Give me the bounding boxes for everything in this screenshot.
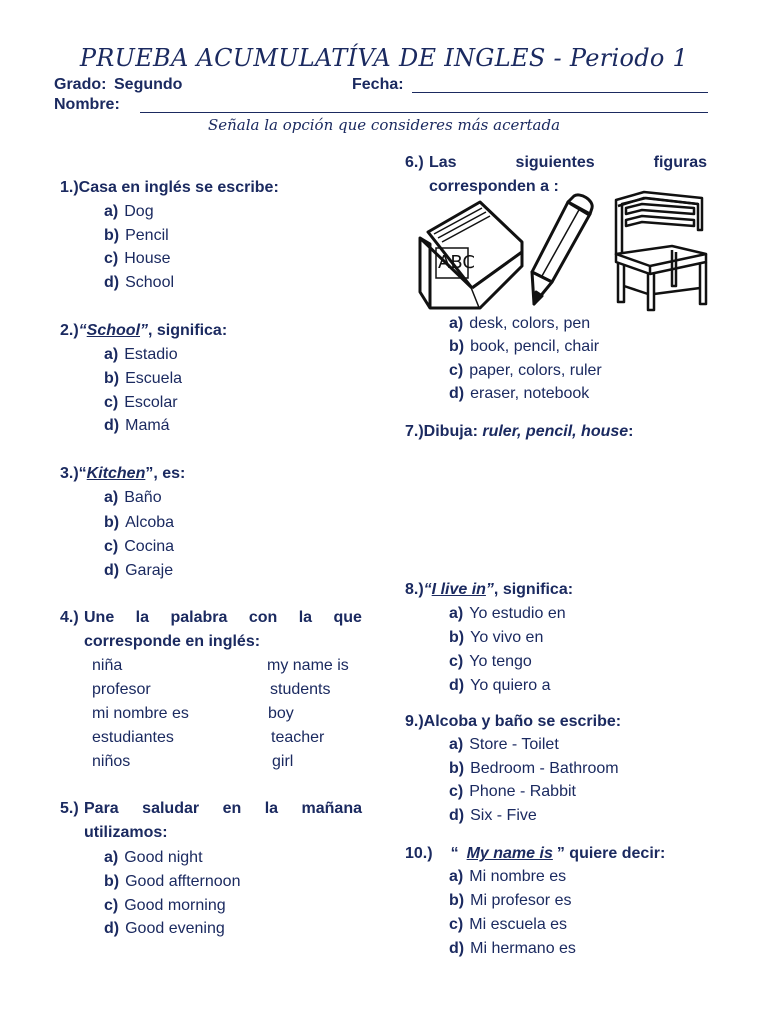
option-text: Escolar <box>124 394 178 411</box>
question-term: School <box>86 322 141 339</box>
option-text: Good night <box>124 849 203 866</box>
q1-option-d[interactable] <box>104 274 174 292</box>
option-letter: b) <box>449 760 465 777</box>
q3-option-b[interactable] <box>104 514 174 532</box>
question-6-number: 6.) <box>405 154 424 171</box>
question-text: , es: <box>153 465 186 482</box>
option-letter: a) <box>104 849 119 866</box>
option-text: Alcoba <box>125 514 175 531</box>
q6-option-c[interactable] <box>449 362 602 380</box>
q9-option-c[interactable] <box>449 783 576 801</box>
option-letter: d) <box>449 385 465 402</box>
question-4-number: 4.) <box>60 609 79 626</box>
option-letter: c) <box>449 362 464 379</box>
question-number: 3.) <box>60 465 79 482</box>
option-text: Garaje <box>125 562 174 579</box>
option-letter: c) <box>449 783 464 800</box>
option-letter: c) <box>104 538 119 555</box>
q1-option-b[interactable] <box>104 227 169 245</box>
option-text: paper, colors, ruler <box>469 362 602 379</box>
option-letter: c) <box>104 250 119 267</box>
question-text: Dibuja: <box>423 423 483 440</box>
word: saludar <box>142 800 200 817</box>
question-8 <box>405 581 573 599</box>
option-letter: c) <box>104 897 119 914</box>
question-text: , significa: <box>148 322 228 339</box>
fecha-blank-line[interactable] <box>412 92 708 93</box>
question-5-line-1 <box>84 800 362 818</box>
question-number: 10.) <box>405 845 433 862</box>
q5-option-c[interactable] <box>104 897 226 915</box>
match-left-item[interactable]: profesor <box>92 681 151 698</box>
q9-option-b[interactable] <box>449 760 619 778</box>
question-number: 7.) <box>405 423 424 440</box>
word: Las <box>429 154 457 171</box>
match-right-item[interactable]: boy <box>268 705 294 722</box>
question-2 <box>60 322 227 340</box>
q8-option-a[interactable] <box>449 605 566 623</box>
option-text: Yo tengo <box>469 653 532 670</box>
q2-option-b[interactable] <box>104 370 182 388</box>
option-text: Pencil <box>125 227 169 244</box>
quote-close: ” <box>145 465 154 482</box>
option-letter: b) <box>449 629 465 646</box>
question-5-line-2: utilizamos: <box>84 824 168 841</box>
word: figuras <box>653 154 707 171</box>
word: palabra <box>170 609 228 626</box>
option-letter: a) <box>449 736 464 753</box>
word: la <box>264 800 279 817</box>
option-letter: d) <box>449 677 465 694</box>
option-letter: d) <box>104 274 120 291</box>
option-letter: b) <box>449 338 465 355</box>
option-letter: d) <box>449 940 465 957</box>
quote-open: “ <box>450 845 459 862</box>
q10-option-d[interactable] <box>449 940 576 958</box>
quote-open: “ <box>423 581 432 598</box>
q1-option-a[interactable] <box>104 203 154 221</box>
option-letter: a) <box>104 489 119 506</box>
q5-option-d[interactable] <box>104 920 225 938</box>
option-letter: b) <box>104 227 120 244</box>
option-text: House <box>124 250 171 267</box>
option-letter: a) <box>104 203 119 220</box>
option-letter: d) <box>104 920 120 937</box>
q9-option-a[interactable] <box>449 736 559 754</box>
option-letter: a) <box>449 868 464 885</box>
question-number: 2.) <box>60 322 79 339</box>
grado-label: Grado: <box>54 76 107 93</box>
option-letter: a) <box>449 315 464 332</box>
quote-close: ” <box>485 581 494 598</box>
option-text: Mamá <box>125 417 170 434</box>
q10-option-c[interactable] <box>449 916 567 934</box>
fecha-label: Fecha: <box>352 76 404 93</box>
match-left-item[interactable]: niños <box>92 753 131 770</box>
q3-option-a[interactable] <box>104 489 162 507</box>
option-text: School <box>125 274 175 291</box>
option-text: Store - Toilet <box>469 736 559 753</box>
option-text: Baño <box>124 489 162 506</box>
option-letter: a) <box>449 605 464 622</box>
question-end: : <box>628 423 634 440</box>
question-5-number: 5.) <box>60 800 79 817</box>
option-text: desk, colors, pen <box>469 315 591 332</box>
question-text: Casa en inglés se escribe: <box>78 179 279 196</box>
q3-option-c[interactable] <box>104 538 174 556</box>
option-text: Good affternoon <box>125 873 241 890</box>
question-1 <box>60 179 279 197</box>
q10-option-a[interactable] <box>449 868 566 886</box>
book-abc-text: ABC <box>438 252 475 273</box>
option-letter: c) <box>449 916 464 933</box>
match-right-item[interactable]: teacher <box>271 729 325 746</box>
question-number: 8.) <box>405 581 424 598</box>
option-text: Six - Five <box>470 807 537 824</box>
option-text: Mi nombre es <box>469 868 567 885</box>
option-text: book, pencil, chair <box>470 338 600 355</box>
word: mañana <box>301 800 362 817</box>
question-4-line-1 <box>84 609 362 627</box>
question-text: quiere decir: <box>564 845 666 862</box>
q1-option-c[interactable] <box>104 250 170 268</box>
word: que <box>333 609 362 626</box>
q6-option-d[interactable] <box>449 385 589 403</box>
option-text: Bedroom - Bathroom <box>470 760 619 777</box>
q6-option-a[interactable] <box>449 315 590 333</box>
pencil-icon <box>528 192 600 308</box>
option-letter: c) <box>449 653 464 670</box>
word: siguientes <box>515 154 595 171</box>
option-text: Good morning <box>124 897 226 914</box>
question-term: Kitchen <box>86 465 146 482</box>
drawing-area[interactable] <box>405 446 707 570</box>
word: la <box>135 609 150 626</box>
q8-option-d[interactable] <box>449 677 550 695</box>
question-number: 1.) <box>60 179 79 196</box>
match-right-item[interactable]: my name is <box>267 657 349 674</box>
question-term: I live in <box>431 581 486 598</box>
option-letter: a) <box>104 346 119 363</box>
question-3 <box>60 465 185 483</box>
option-text: Yo vivo en <box>470 629 544 646</box>
question-text: Alcoba y baño se escribe: <box>423 713 622 730</box>
q9-option-d[interactable] <box>449 807 537 825</box>
question-10 <box>405 845 665 863</box>
option-text: Good evening <box>125 920 225 937</box>
word: en <box>222 800 242 817</box>
option-letter: d) <box>104 562 120 579</box>
question-6-line-2: corresponden a : <box>429 178 559 195</box>
option-letter: c) <box>104 394 119 411</box>
question-6-line-1 <box>429 154 707 172</box>
option-text: Yo estudio en <box>469 605 566 622</box>
q6-option-b[interactable] <box>449 338 599 356</box>
option-letter: b) <box>104 514 120 531</box>
instruction-text: Señala la opción que consideres más acertada <box>207 116 561 134</box>
option-letter: b) <box>449 892 465 909</box>
option-text: Phone - Rabbit <box>469 783 576 800</box>
question-number: 9.) <box>405 713 424 730</box>
nombre-label: Nombre: <box>54 96 120 113</box>
match-right-item[interactable]: students <box>270 681 331 698</box>
nombre-blank-line[interactable] <box>140 112 708 113</box>
option-text: Yo quiero a <box>470 677 551 694</box>
chair-icon <box>606 190 710 314</box>
book-icon <box>414 196 526 314</box>
q8-option-b[interactable] <box>449 629 543 647</box>
match-left-item[interactable]: mi nombre es <box>92 705 189 722</box>
q3-option-d[interactable] <box>104 562 173 580</box>
word: Une <box>84 609 115 626</box>
option-text: Estadio <box>124 346 178 363</box>
q10-option-b[interactable] <box>449 892 571 910</box>
q5-option-a[interactable] <box>104 849 203 867</box>
q2-option-d[interactable] <box>104 417 170 435</box>
question-text: , significa: <box>493 581 574 598</box>
question-7 <box>405 423 634 441</box>
option-letter: d) <box>104 417 120 434</box>
option-text: Dog <box>124 203 154 220</box>
q5-option-b[interactable] <box>104 873 240 891</box>
word: la <box>298 609 313 626</box>
q8-option-c[interactable] <box>449 653 532 671</box>
word: con <box>248 609 278 626</box>
q2-option-c[interactable] <box>104 394 178 412</box>
quote-close: ” <box>140 322 149 339</box>
quote-open: “ <box>78 322 87 339</box>
question-items: ruler, pencil, house <box>482 423 629 440</box>
question-4-line-2: corresponde en inglés: <box>84 633 261 650</box>
page-title: PRUEBA ACUMULATÍVA DE INGLES - Periodo 1 <box>79 44 689 72</box>
option-text: Cocina <box>124 538 175 555</box>
option-letter: b) <box>104 370 120 387</box>
option-text: eraser, notebook <box>470 385 590 402</box>
match-left-item[interactable]: niña <box>92 657 123 674</box>
q2-option-a[interactable] <box>104 346 178 364</box>
word: Para <box>84 800 119 817</box>
option-text: Mi hermano es <box>470 940 576 957</box>
option-text: Mi escuela es <box>469 916 568 933</box>
option-letter: d) <box>449 807 465 824</box>
question-9 <box>405 713 621 731</box>
grado-value: Segundo <box>114 76 183 93</box>
option-letter: b) <box>104 873 120 890</box>
match-right-item[interactable]: girl <box>272 753 294 770</box>
option-text: Mi profesor es <box>470 892 572 909</box>
question-term: My name is <box>466 845 553 862</box>
option-text: Escuela <box>125 370 183 387</box>
quote-open: “ <box>78 465 87 482</box>
quote-close: ” <box>556 845 565 862</box>
match-left-item[interactable]: estudiantes <box>92 729 174 746</box>
